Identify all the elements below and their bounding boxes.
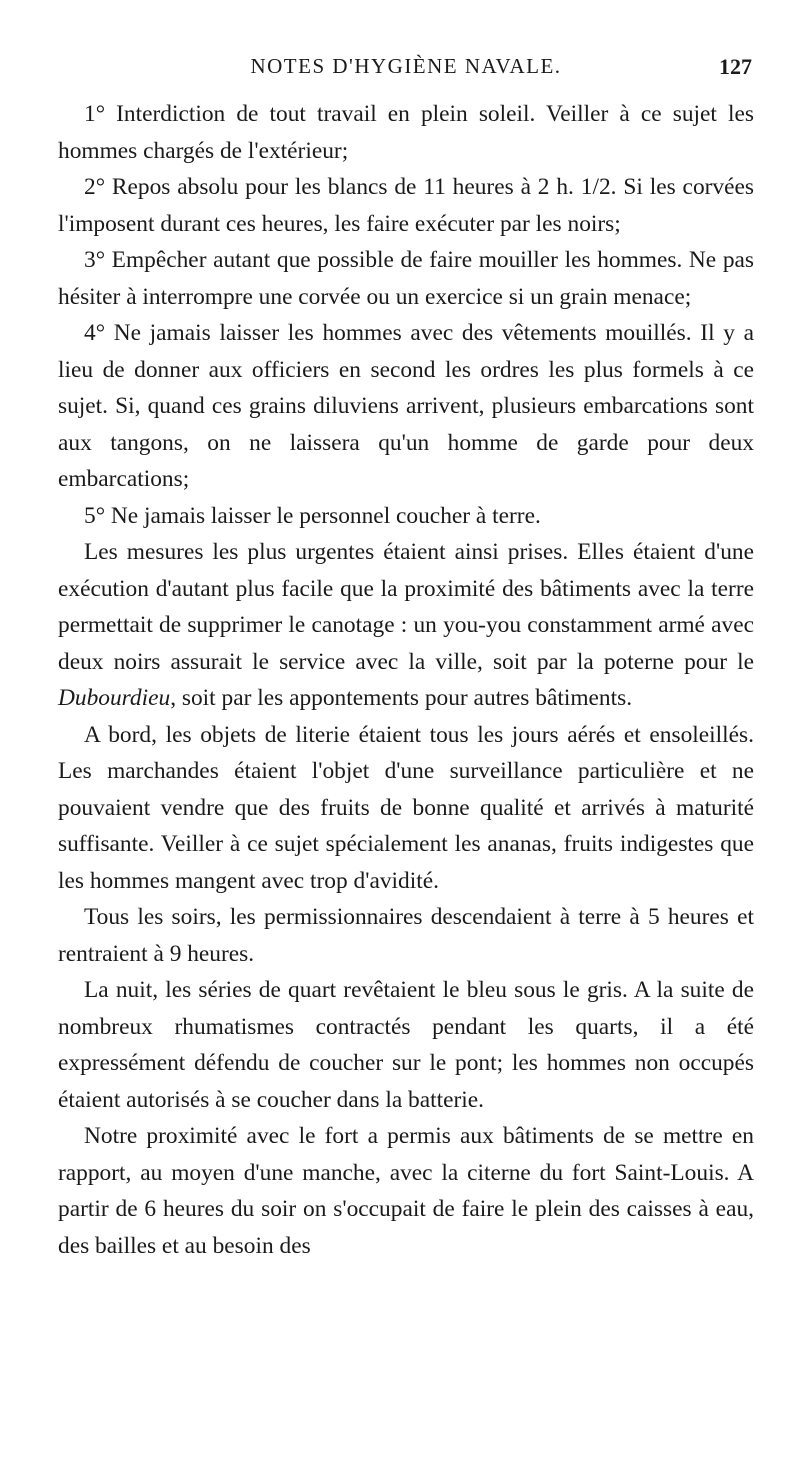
paragraph-water-supply: Notre proximité avec le fort a permis aux bâtiments de se mettre en rapport, au moyen d'une manche, avec la citerne du fort Saint-Louis. A partir de 6 heures du soir on s'occupait de faire le plein des caisses à eau, des bailles et au besoin des: [58, 1123, 754, 1259]
paragraph-rule-5: 5° Ne jamais laisser le personnel coucher à terre.: [84, 502, 541, 529]
paragraph-rule-2: 2° Repos absolu pour les blancs de 11 heures à 2 h. 1/2. Si les corvées l'imposent durant ces heures, les faire exécuter par les noirs;: [58, 174, 754, 237]
paragraph-evenings: Tous les soirs, les permissionnaires descendaient à terre à 5 heures et rentraient à 9 heures.: [58, 904, 754, 967]
body-text: [58, 96, 754, 1264]
paragraph-rule-4: 4° Ne jamais laisser les hommes avec des vêtements mouillés. Il y a lieu de donner aux officiers en second les ordres les plus formels à ce sujet. Si, quand ces grains diluviens arrivent, plusieurs embarcations sont aux tangons, on ne laissera qu'un homme de garde pour deux embarcations;: [58, 320, 754, 492]
ship-name: Dubourdieu: [58, 685, 171, 711]
paragraph-rule-1: 1° Interdiction de tout travail en plein soleil. Veiller à ce sujet les hommes chargés de l'extérieur;: [58, 101, 754, 164]
paragraph-rule-3: 3° Empêcher autant que possible de faire mouiller les hommes. Ne pas hésiter à interrompre une corvée ou un exercice si un grain menace;: [58, 247, 754, 310]
paragraph-measures-text-end: , soit par les appontements pour autres bâtiments.: [170, 685, 633, 711]
page-number: 127: [719, 54, 752, 79]
paragraph-on-board: A bord, les objets de literie étaient tous les jours aérés et ensoleillés. Les marchandes étaient l'objet d'une surveillance particulière et ne pouvaient vendre que des fruits de bonne qualité et arrivés à maturité suffisante. Veiller à ce sujet spécialement les ananas, fruits indigestes que les hommes mangent avec trop d'avidité.: [58, 721, 754, 894]
paragraph-measures: [58, 534, 754, 717]
running-title: NOTES D'HYGIÈNE NAVALE.: [250, 54, 562, 78]
paragraph-measures-text: Les mesures les plus urgentes étaient ainsi prises. Elles étaient d'une exécution d'autant plus facile que la proximité des bâtiments avec la terre permettait de supprimer le canotage : un you-you constamment armé avec deux noirs assurait le service avec la ville, soit par la poterne pour le: [58, 539, 754, 675]
paragraph-night: La nuit, les séries de quart revêtaient le bleu sous le gris. A la suite de nombreux rhumatismes contractés pendant les quarts, il a été expressément défendu de coucher sur le pont; les hommes non occupés étaient autorisés à se coucher dans la batterie.: [58, 977, 754, 1113]
page-header: [60, 54, 752, 88]
